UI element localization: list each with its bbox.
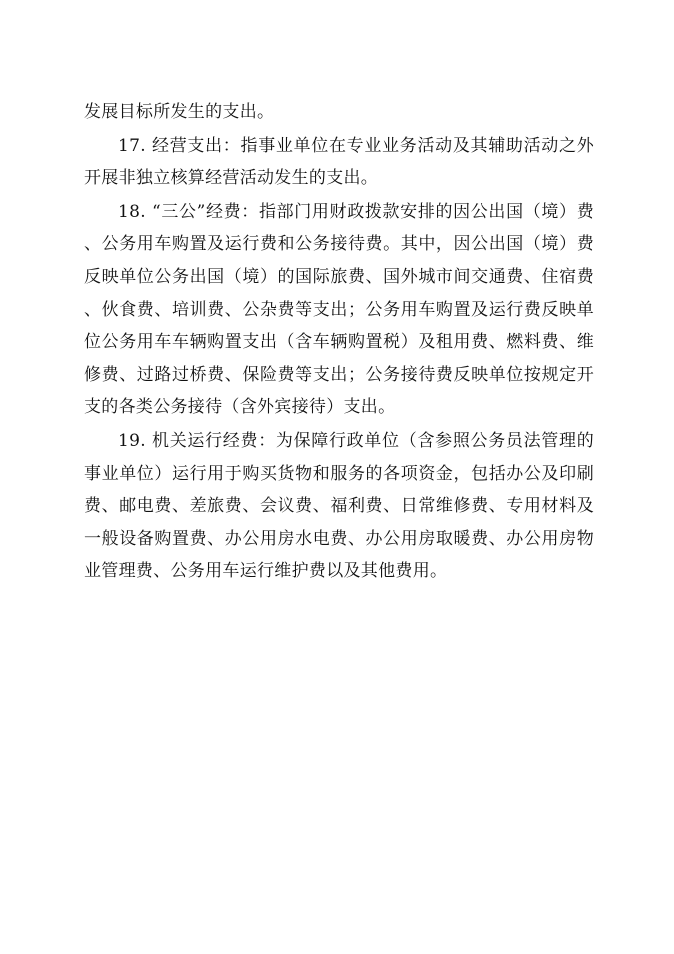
paragraph-19-agency-operating-expenses: 19. 机关运行经费：为保障行政单位（含参照公务员法管理的事业单位）运行用于购买货物和服务的各项资金，包括办公及印刷费、邮电费、差旅费、会议费、福利费、日常维修费、专用材料及一般设备购置费、办公用房水电费、办公用房取暖费、办公用房物业管理费、公务用车运行维护费以及其他费用。 (84, 430, 594, 582)
paragraph-continuation: 发展目标所发生的支出。 (84, 102, 275, 122)
document-body (84, 96, 594, 588)
paragraph-18-three-public-expenses: 18. “三公”经费：指部门用财政拨款安排的因公出国（境）费、公务用车购置及运行费和公务接待费。其中，因公出国（境）费反映单位公务出国（境）的国际旅费、国外城市间交通费、住宿费、伙食费、培训费、公杂费等支出；公务用车购置及运行费反映单位公务用车车辆购置支出（含车辆购置税）及租用费、燃料费、维修费、过路过桥费、保险费等支出；公务接待费反映单位按规定开支的各类公务接待（含外宾接待）支出。 (84, 201, 594, 418)
paragraph-17-operating-expenditure: 17. 经营支出：指事业单位在专业业务活动及其辅助活动之外开展非独立核算经营活动发生的支出。 (84, 135, 594, 189)
